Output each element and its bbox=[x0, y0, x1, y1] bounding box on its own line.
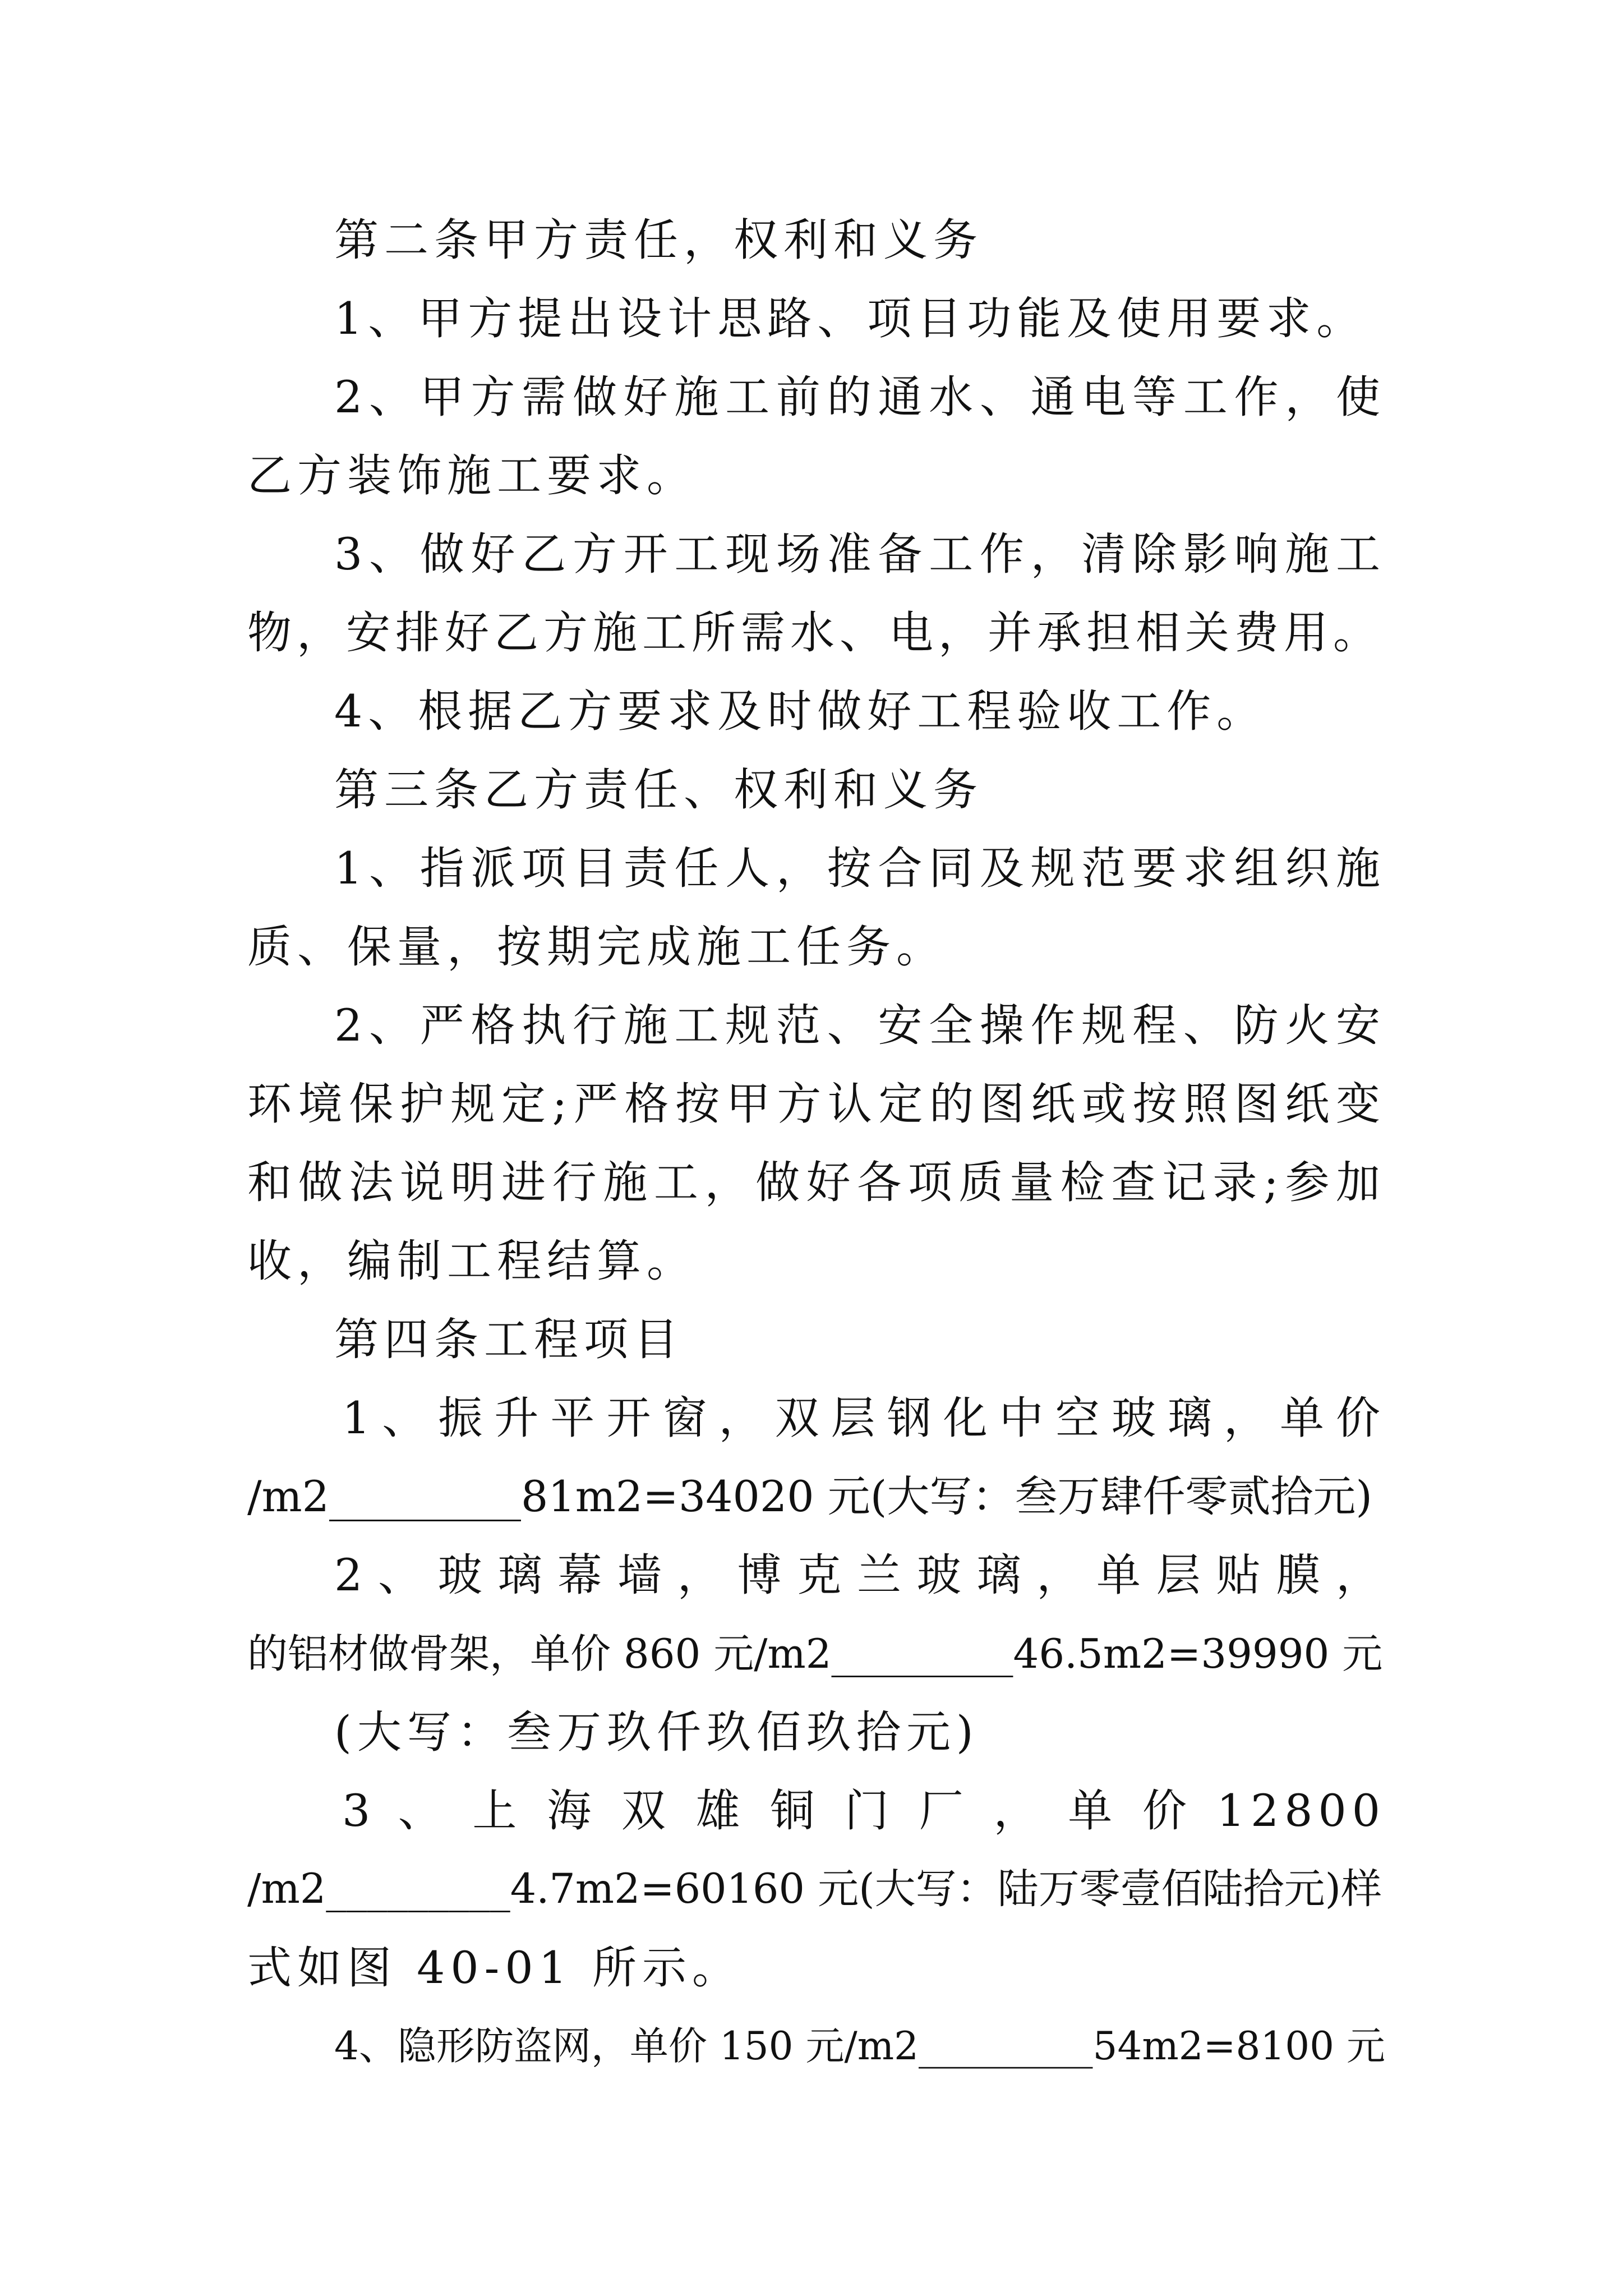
paragraph-line: (大写：叁万玖仟玖佰玖拾元) bbox=[334, 1706, 979, 1758]
paragraph-line: 1、振升平开窗，双层钢化中空玻璃，单价 bbox=[342, 1392, 1386, 1444]
paragraph-line: 4、根据乙方要求及时做好工程验收工作。 bbox=[334, 685, 1267, 737]
paragraph-line: 环境保护规定;严格按甲方认定的图纸或按照图纸变 bbox=[247, 1078, 1386, 1130]
paragraph-line: 式如图 40-01 所示。 bbox=[247, 1942, 742, 1994]
paragraph-line: 收，编制工程结算。 bbox=[247, 1235, 697, 1287]
paragraph-line: 3、做好乙方开工现场准备工作，清除影响施工 bbox=[334, 528, 1386, 580]
paragraph-line: /m2_________81m2=34020 元(大写：叁万肆仟零贰拾元) bbox=[247, 1471, 1373, 1521]
paragraph-line: 2、严格执行施工规范、安全操作规程、防火安 bbox=[334, 1000, 1386, 1051]
article-2-heading: 第二条甲方责任，权利和义务 bbox=[334, 214, 983, 266]
paragraph-line: 物，安排好乙方施工所需水、电，并承担相关费用。 bbox=[247, 607, 1382, 659]
paragraph-line: /m2_________4.7m2=60160 元(大写：陆万零壹佰陆拾元)样 bbox=[247, 1865, 1382, 1913]
paragraph-line: 3 、 上 海 双 雄 铜 门 厂 ， 单 价 12800 bbox=[342, 1785, 1386, 1837]
paragraph-line: 1、甲方提出设计思路、项目功能及使用要求。 bbox=[334, 293, 1367, 344]
article-4-heading: 第四条工程项目 bbox=[334, 1314, 684, 1365]
paragraph-line: 2、甲方需做好施工前的通水、通电等工作，使 bbox=[334, 371, 1386, 423]
paragraph-line: 4、隐形防盗网，单价 150 元/m2_________54m2=8100 元 bbox=[334, 2024, 1386, 2069]
paragraph-line: 的铝材做骨架，单价 860 元/m2_________46.5m2=39990 元 bbox=[247, 1630, 1383, 1677]
paragraph-line: 1、指派项目责任人，按合同及规范要求组织施 bbox=[334, 843, 1386, 894]
paragraph-line: 乙方装饰施工要求。 bbox=[247, 450, 697, 501]
paragraph-line: 质、保量，按期完成施工任务。 bbox=[247, 921, 946, 973]
paragraph-line: 2、玻璃幕墙，博克兰玻璃，单层贴膜， bbox=[334, 1549, 1386, 1601]
paragraph-line: 和做法说明进行施工，做好各项质量检查记录;参加 bbox=[247, 1157, 1386, 1208]
article-3-heading: 第三条乙方责任、权利和义务 bbox=[334, 764, 983, 816]
